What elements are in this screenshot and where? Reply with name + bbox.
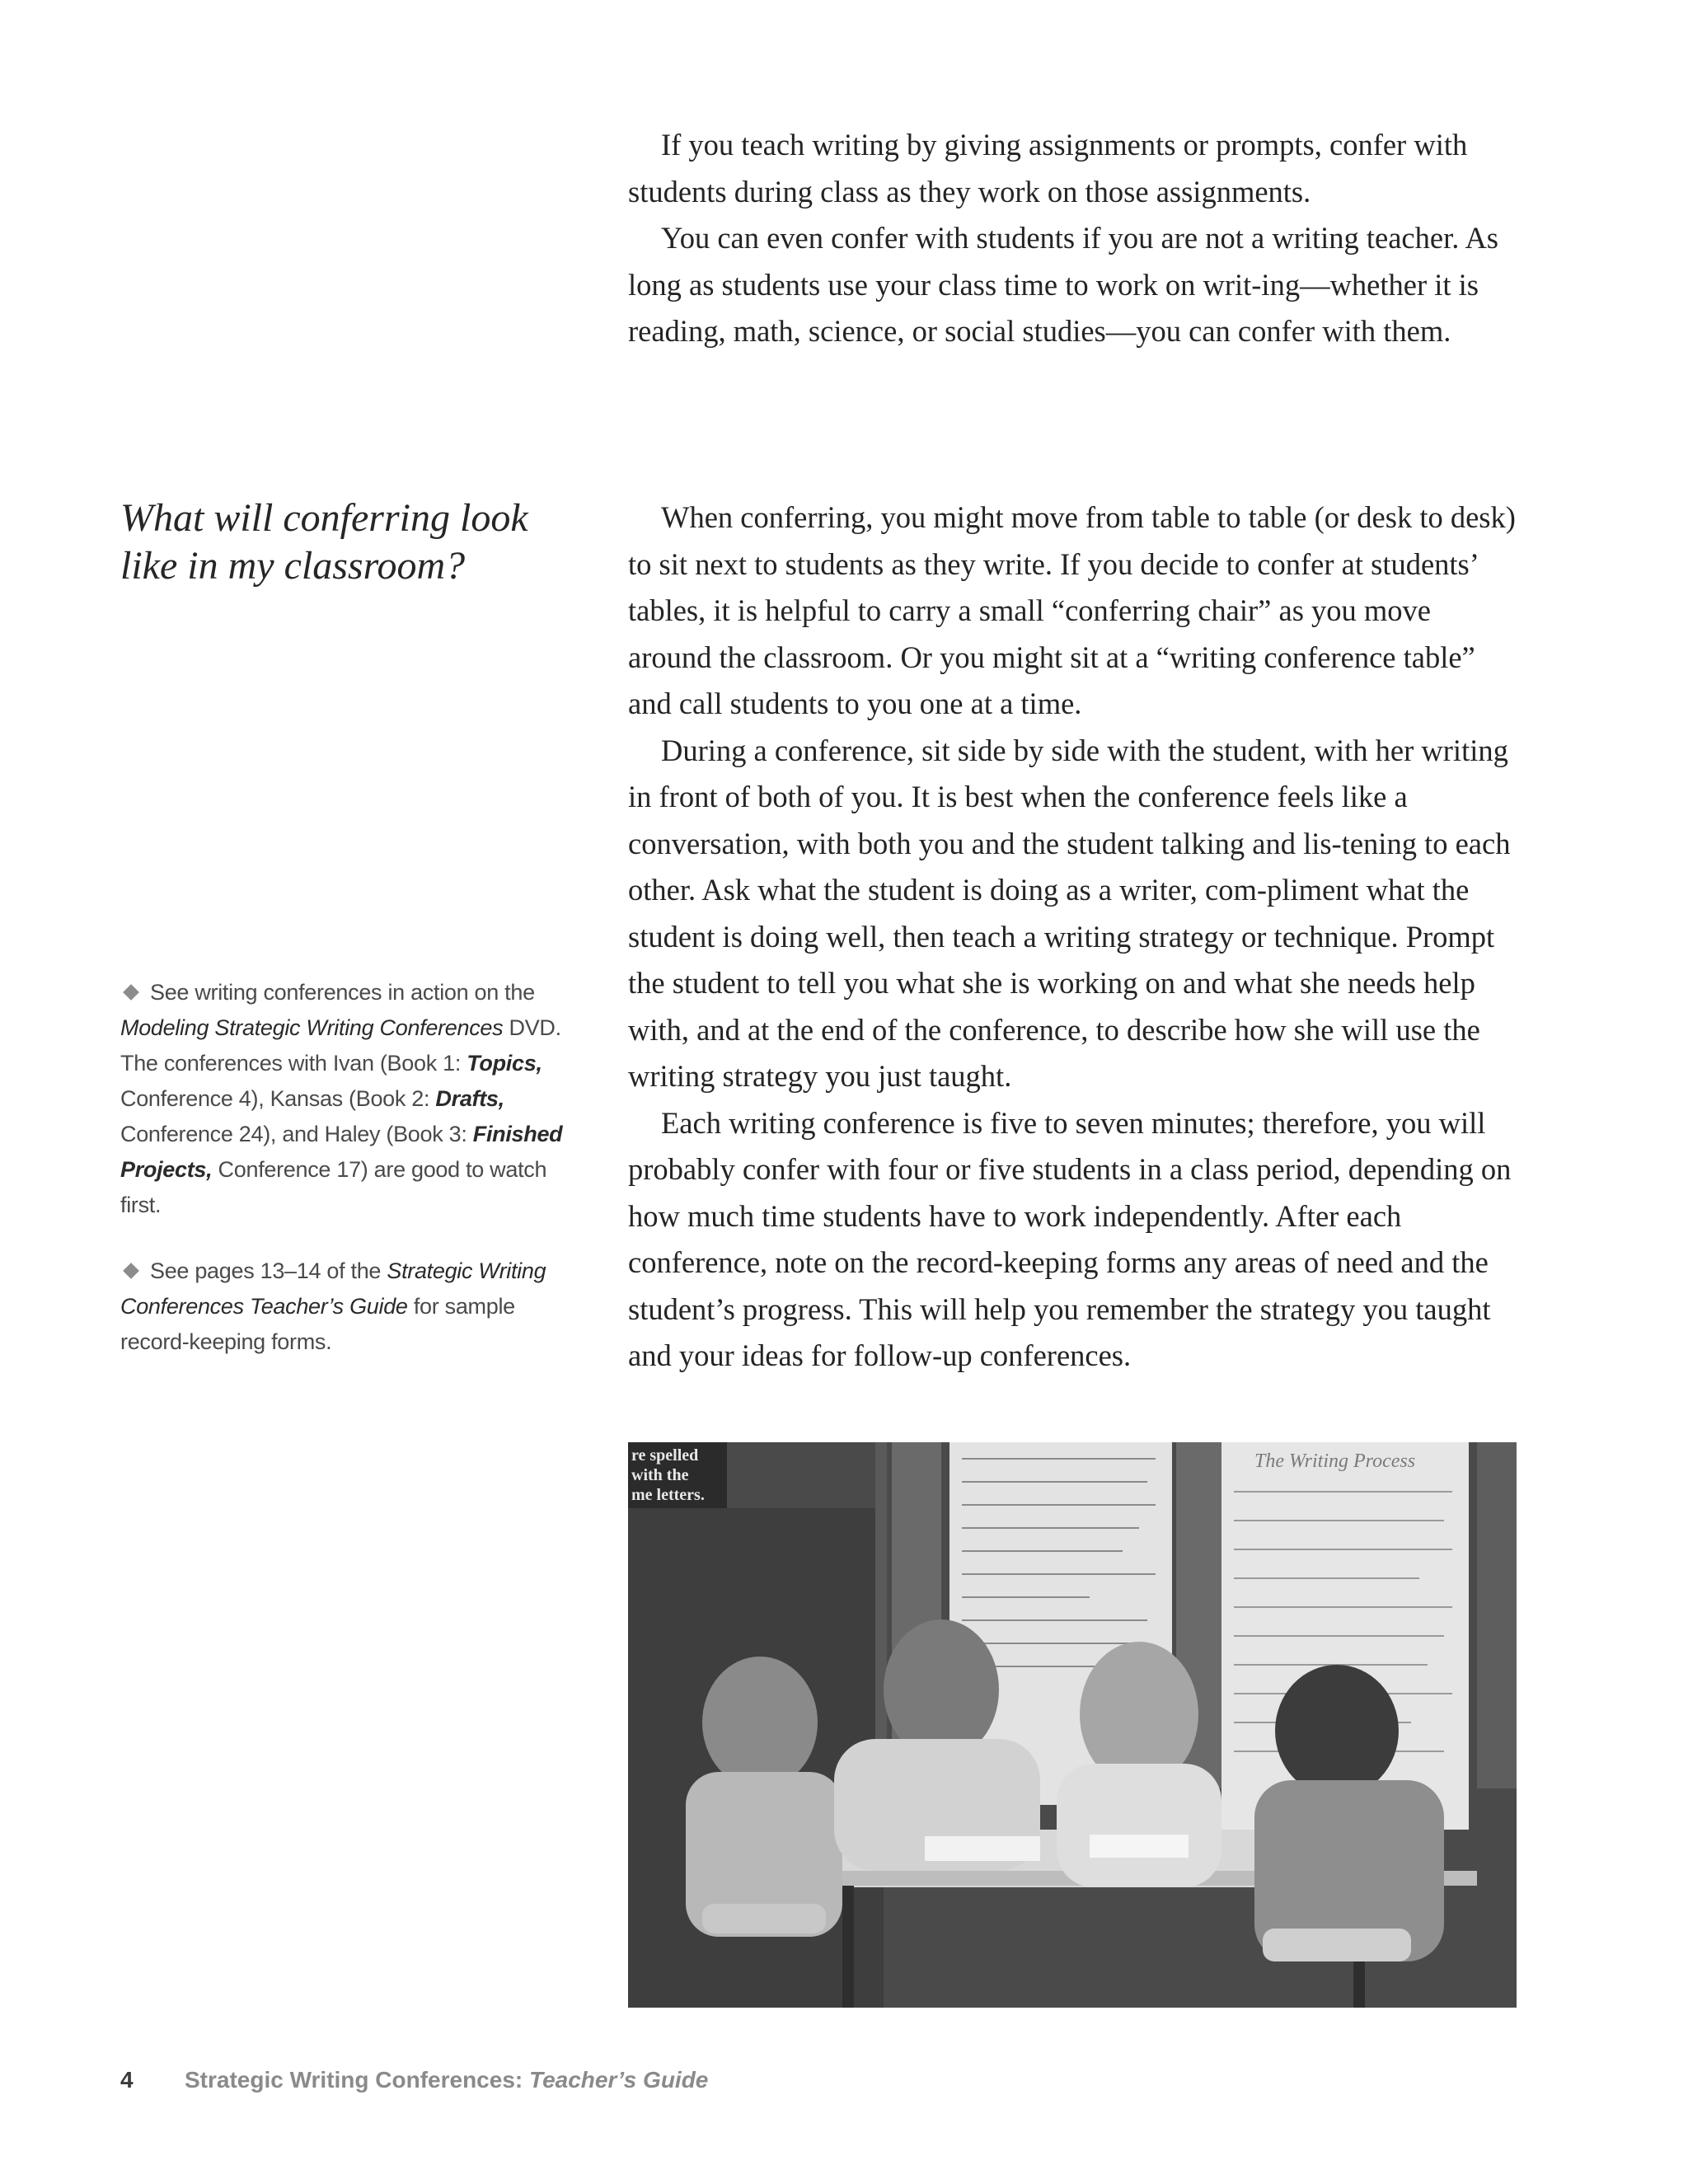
sign-line-2: with the	[631, 1466, 689, 1484]
sidebar-note-dvd: See writing conferences in action on the Modeling Strategic Writing Conferences DVD. The conferences with Ivan (Book 1: Topics, Conference 4), Kansas (Book 2: Drafts, Conference 24), and Haley (Book 3: Finished Projects, Conference 17) are good to watch first.	[120, 980, 563, 1217]
page-number: 4	[120, 2067, 134, 2093]
classroom-photo-illustration	[628, 1442, 1517, 2008]
section-heading: What will conferring look like in my classroom?	[120, 496, 528, 588]
section-paragraph-2: During a conference, sit side by side with the student, with her writing in front of both of you. It is best when the conference feels like a conversation, with both you and the student talking and lis-tening to each other. Ask what the student is doing as a writer, com-pliment what the student is doing well, then teach a writing strategy or technique. Prompt the student to tell you what she is working on and what she needs help with, and at the end of the conference, to describe how she will use the writing strategy you just taught.	[628, 733, 1511, 1093]
intro-text	[628, 122, 1517, 355]
writing-process-chart-title: The Writing Process	[1254, 1451, 1416, 1472]
intro-paragraph-2: You can even confer with students if you are not a writing teacher. As long as students use your class time to work on writ-ing—whether it is reading, math, science, or social studies—you can confer with them.	[628, 221, 1499, 348]
section-body	[628, 494, 1517, 1380]
intro-paragraph-1: If you teach writing by giving assignments or prompts, confer with students during class as they work on those assignments.	[628, 128, 1468, 209]
section-paragraph-1: When conferring, you might move from table to table (or desk to desk) to sit next to students as they write. If you decide to confer at students’ tables, it is helpful to carry a small “conferring chair” as you move around the classroom. Or you might sit at a “writing conference table” and call students to you one at a time.	[628, 500, 1516, 720]
diamond-bullet-icon	[123, 1263, 139, 1279]
footer-book-title: Strategic Writing Conferences:	[185, 2067, 530, 2093]
section-paragraph-3: Each writing conference is five to seven minutes; therefore, you will probably confer with four or five students in a class period, depending on how much time students have to work independently. After each conference, note on the record-keeping forms any areas of need and the student’s progress. This will help you remember the strategy you taught and your ideas for follow-up conferences.	[628, 1105, 1512, 1372]
footer-book-subtitle: Teacher’s Guide	[529, 2067, 709, 2093]
sign-line-1: re spelled	[631, 1446, 699, 1465]
page-footer	[120, 2067, 708, 2093]
sign-line-3: me letters.	[631, 1486, 705, 1504]
classroom-photo	[628, 1442, 1517, 2008]
diamond-bullet-icon	[123, 984, 139, 1001]
sidebar-note-forms: See pages 13–14 of the Strategic Writing Conferences Teacher’s Guide for sample record-keeping forms.	[120, 1258, 546, 1354]
